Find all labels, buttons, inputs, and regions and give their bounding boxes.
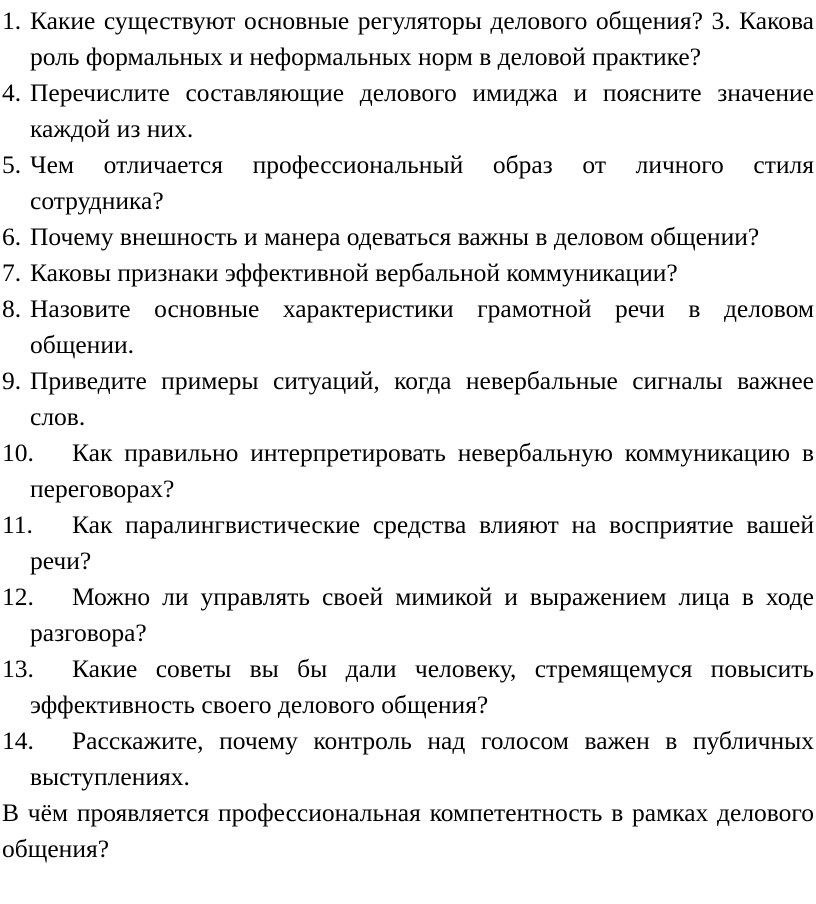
question-number: 6.: [2, 222, 22, 251]
question-number: 5.: [2, 150, 22, 179]
question-item-10: [2, 435, 814, 507]
question-text: Чем отличается профессиональный образ от личного стиля сотрудника?: [30, 150, 814, 215]
question-number: 1.: [2, 6, 22, 35]
question-item-14: [2, 723, 814, 795]
question-number: 11.: [2, 510, 33, 539]
question-text: Назовите основные характеристики грамотной речи в деловом общении.: [30, 294, 814, 359]
question-number: 4.: [2, 78, 22, 107]
question-item-8: [2, 291, 814, 363]
question-text: Почему внешность и манера одеваться важны в деловом общении?: [30, 222, 760, 251]
question-item-5: [2, 147, 814, 219]
question-text: Можно ли управлять своей мимикой и выражением лица в ходе разговора?: [30, 582, 814, 647]
question-item-9: [2, 363, 814, 435]
question-text: Приведите примеры ситуаций, когда невербальные сигналы важнее слов.: [30, 366, 814, 431]
closing-question: В чём проявляется профессиональная компетентность в рамках делового общения?: [2, 798, 814, 863]
question-item-12: [2, 579, 814, 651]
question-number: 8.: [2, 294, 22, 323]
question-text: Перечислите составляющие делового имиджа и поясните значение каждой из них.: [30, 78, 814, 143]
question-text: Расскажите, почему контроль над голосом важен в публичных выступлениях.: [30, 726, 814, 791]
question-item-13: [2, 651, 814, 723]
question-number: 10.: [2, 438, 34, 467]
question-number: 7.: [2, 258, 22, 287]
question-text: Каковы признаки эффективной вербальной коммуникации?: [30, 258, 678, 287]
question-text: Какие советы вы бы дали человеку, стремящемуся повысить эффективность своего делового общения?: [30, 654, 814, 719]
question-item-1: [2, 3, 814, 75]
question-item-11: [2, 507, 814, 579]
question-item-4: [2, 75, 814, 147]
question-text: Как паралингвистические средства влияют на восприятие вашей речи?: [30, 510, 814, 575]
question-item-7: [2, 255, 814, 291]
question-item-6: [2, 219, 814, 255]
question-text: Как правильно интерпретировать невербальную коммуникацию в переговорах?: [30, 438, 814, 503]
question-number: 14.: [2, 726, 34, 755]
question-text: Какие существуют основные регуляторы делового общения? 3. Какова роль формальных и неформальных норм в деловой практике?: [30, 6, 814, 71]
question-number: 13.: [2, 654, 34, 683]
question-number: 12.: [2, 582, 34, 611]
question-number: 9.: [2, 366, 22, 395]
